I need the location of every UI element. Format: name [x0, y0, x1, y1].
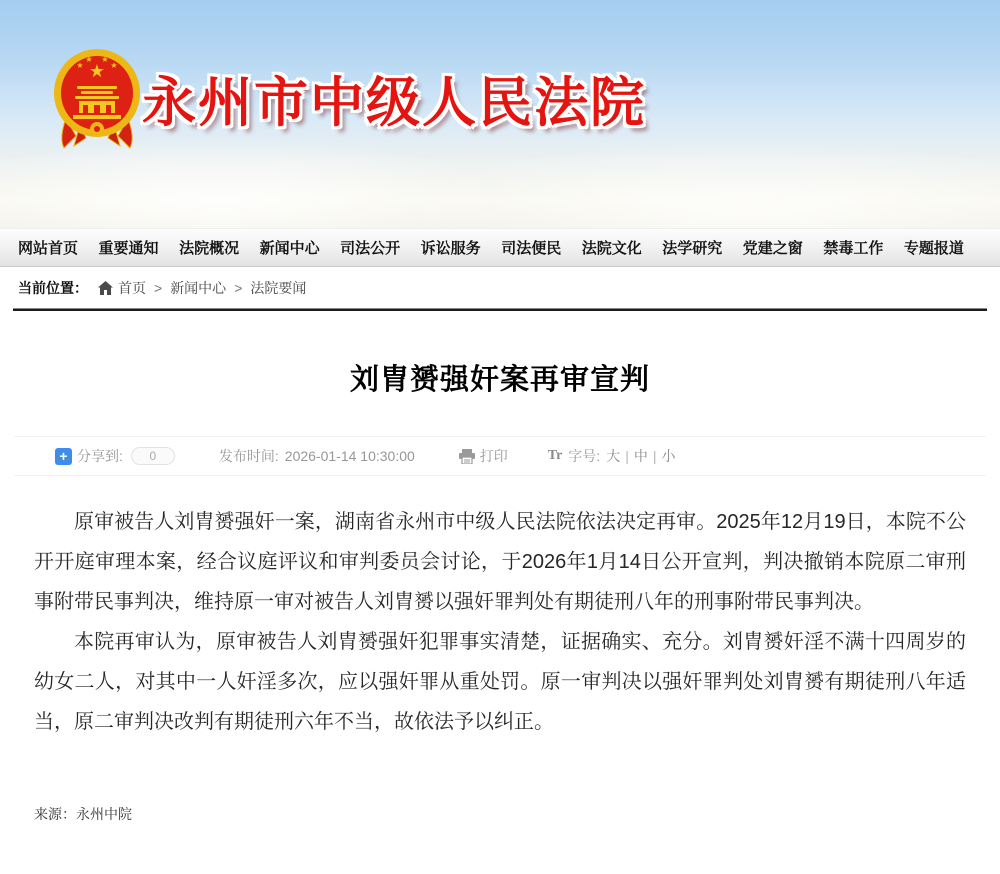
publish-time [219, 446, 415, 466]
font-size-small-button[interactable]: 小 [661, 448, 676, 464]
home-icon [98, 281, 113, 295]
share-label: 分享到: [77, 448, 123, 464]
nav-item-court-overview[interactable]: 法院概况 [179, 240, 240, 257]
nav-item-home[interactable]: 网站首页 [18, 240, 79, 257]
article [0, 357, 1000, 824]
publish-time-label: 发布时间: [218, 448, 279, 464]
share-count-badge: 0 [131, 447, 175, 465]
breadcrumb-separator: > [154, 279, 163, 296]
nav-item-judicial-openness[interactable]: 司法公开 [340, 240, 401, 257]
site-title: 永州市中级人民法院 [142, 73, 646, 133]
nav-item-anti-drug[interactable]: 禁毒工作 [823, 240, 884, 257]
breadcrumb-separator: > [234, 279, 243, 296]
breadcrumb-court-news-link[interactable]: 法院要闻 [250, 279, 307, 296]
national-emblem-icon [52, 48, 142, 152]
print-button[interactable] [459, 446, 508, 466]
font-size-label: 字号: [568, 448, 601, 464]
svg-text:★: ★ [85, 55, 93, 64]
publish-time-value: 2026-01-14 10:30:00 [284, 448, 415, 464]
printer-icon [459, 449, 475, 464]
main-nav [0, 228, 1000, 267]
font-size-medium-button[interactable]: 中 [633, 448, 648, 464]
nav-item-court-culture[interactable]: 法院文化 [581, 240, 642, 257]
share-plus-icon[interactable]: + [55, 448, 72, 465]
svg-text:★: ★ [76, 61, 84, 70]
article-meta-bar [14, 436, 986, 476]
separator-line [13, 308, 987, 311]
nav-item-party-building[interactable]: 党建之窗 [742, 240, 803, 257]
breadcrumb-home-link[interactable]: 首页 [118, 279, 146, 296]
breadcrumb-news-center-link[interactable]: 新闻中心 [170, 279, 227, 296]
font-size-divider: | [652, 448, 657, 464]
article-paragraph-2: 本院再审认为，原审被告人刘胄赟强奸犯罪事实清楚，证据确实、充分。刘胄赟奸淫不满十四周岁的幼女二人，对其中一人奸淫多次，应以强奸罪从重处罚。原一审判决以强奸罪判处刘胄赟有期徒刑八年适当，原二审判决改判有期徒刑六年不当，故依法予以纠正。 [34, 631, 966, 733]
article-title: 刘胄赟强奸案再审宣判 [349, 364, 650, 396]
nav-item-news-center[interactable]: 新闻中心 [259, 240, 320, 257]
svg-text:★: ★ [88, 61, 106, 81]
site-banner [0, 0, 1000, 228]
breadcrumb-label: 当前位置： [18, 279, 88, 296]
font-size-large-button[interactable]: 大 [606, 448, 621, 464]
svg-text:★: ★ [101, 55, 109, 64]
nav-item-notices[interactable]: 重要通知 [98, 240, 159, 257]
font-size-control [548, 446, 676, 466]
article-paragraph-1: 原审被告人刘胄赟强奸一案，湖南省永州市中级人民法院依法决定再审。2025年12月19日，本院不公开开庭审理本案，经合议庭评议和审判委员会讨论，于2026年1月14日公开宣判，判决撤销本院原二审刑事附带民事判决，维持原一审对被告人刘胄赟以强奸罪判处有期徒刑八年的刑事附带民事判决。 [34, 511, 966, 613]
svg-text:★: ★ [110, 61, 118, 70]
article-source [34, 804, 1000, 824]
source-label: 来源： [34, 806, 76, 822]
nav-item-special-reports[interactable]: 专题报道 [903, 240, 964, 257]
print-label: 打印 [479, 448, 508, 464]
source-value: 永州中院 [76, 806, 132, 822]
nav-item-judicial-convenience[interactable]: 司法便民 [501, 240, 562, 257]
breadcrumb [0, 267, 1000, 308]
article-body [34, 502, 966, 742]
nav-item-litigation-services[interactable]: 诉讼服务 [420, 240, 481, 257]
share-widget [55, 446, 175, 466]
font-size-icon: Tr [547, 448, 563, 463]
nav-item-legal-research[interactable]: 法学研究 [662, 240, 723, 257]
font-size-divider: | [625, 448, 629, 464]
